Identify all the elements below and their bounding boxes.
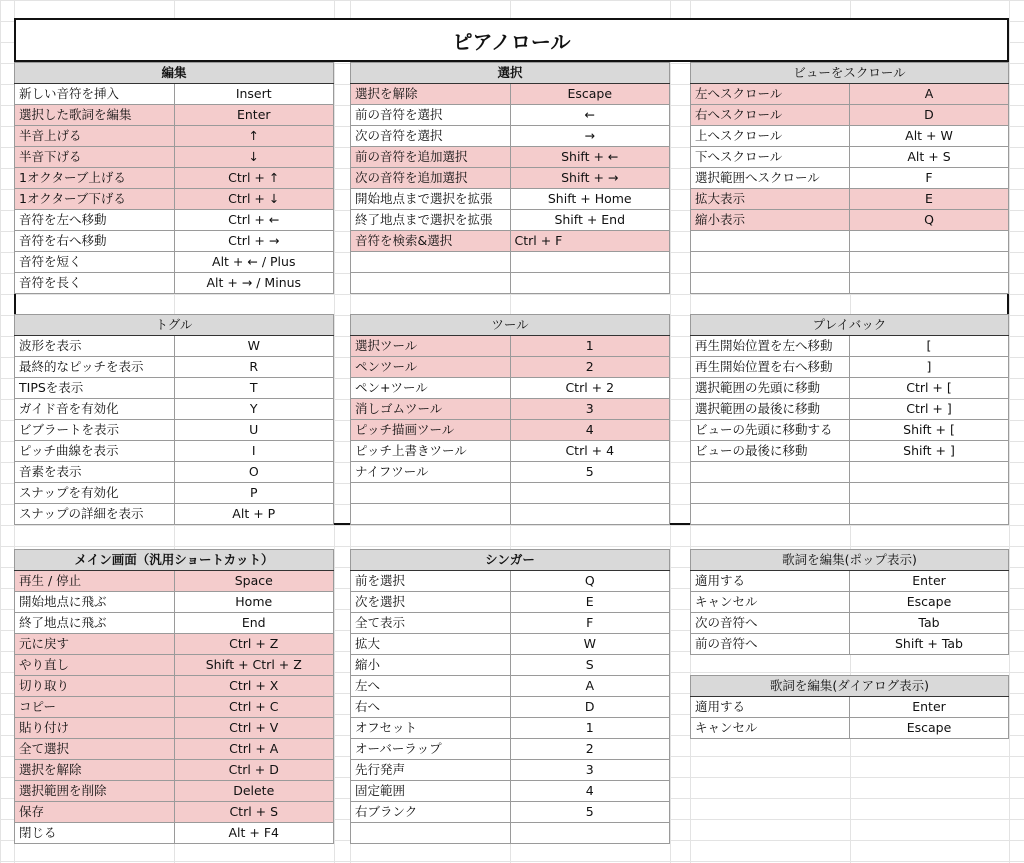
section-header: 選択 — [351, 63, 670, 84]
action-label: 右ブランク — [351, 802, 511, 823]
shortcut-key — [510, 483, 670, 504]
shortcut-key — [850, 231, 1009, 252]
shortcut-row — [351, 634, 670, 655]
action-label: 開始地点に飛ぶ — [15, 592, 175, 613]
action-label: 次の音符へ — [691, 613, 850, 634]
shortcut-key: A — [850, 84, 1009, 105]
shortcut-row — [351, 441, 670, 462]
shortcut-key: Ctrl + 2 — [510, 378, 670, 399]
action-label — [691, 252, 850, 273]
shortcut-key: 4 — [510, 781, 670, 802]
shortcut-row — [351, 718, 670, 739]
action-label: 選択を解除 — [351, 84, 511, 105]
shortcut-key: Ctrl + C — [174, 697, 334, 718]
action-label: オフセット — [351, 718, 511, 739]
shortcut-key: F — [510, 613, 670, 634]
shortcut-row — [691, 105, 1009, 126]
section-header-row — [15, 315, 334, 336]
section-header: トグル — [15, 315, 334, 336]
section-header-row — [691, 550, 1009, 571]
shortcut-row — [15, 718, 334, 739]
shortcut-key: Ctrl + X — [174, 676, 334, 697]
action-label: 貼り付け — [15, 718, 175, 739]
shortcut-key — [510, 504, 670, 525]
shortcut-key — [510, 823, 670, 844]
table-tools — [350, 314, 670, 525]
shortcut-row — [351, 420, 670, 441]
shortcut-key: Ctrl + F — [510, 231, 670, 252]
shortcut-row — [351, 802, 670, 823]
shortcut-key — [510, 252, 670, 273]
shortcut-row — [351, 504, 670, 525]
shortcut-row — [691, 504, 1009, 525]
shortcut-key: Ctrl + ↓ — [174, 189, 334, 210]
shortcut-key: Shift + Home — [510, 189, 670, 210]
shortcut-row — [15, 273, 334, 294]
action-label: 次を選択 — [351, 592, 511, 613]
action-label: TIPSを表示 — [15, 378, 175, 399]
shortcut-row — [15, 399, 334, 420]
action-label: ガイド音を有効化 — [15, 399, 175, 420]
shortcut-key — [850, 483, 1009, 504]
shortcut-row — [15, 210, 334, 231]
shortcut-key: 3 — [510, 399, 670, 420]
shortcut-key: S — [510, 655, 670, 676]
action-label — [691, 273, 850, 294]
shortcut-key: D — [850, 105, 1009, 126]
shortcut-row — [351, 210, 670, 231]
action-label — [691, 504, 850, 525]
table-toggle — [14, 314, 334, 525]
shortcut-key: P — [174, 483, 334, 504]
shortcut-key: Ctrl + ↑ — [174, 168, 334, 189]
action-label: 半音上げる — [15, 126, 175, 147]
shortcut-key: → — [510, 126, 670, 147]
shortcut-row — [351, 781, 670, 802]
shortcut-key: Space — [174, 571, 334, 592]
shortcut-row — [15, 739, 334, 760]
action-label: ビブラートを表示 — [15, 420, 175, 441]
shortcut-key: D — [510, 697, 670, 718]
shortcut-key: Escape — [510, 84, 670, 105]
shortcut-key: 5 — [510, 802, 670, 823]
shortcut-row — [691, 399, 1009, 420]
action-label: 次の音符を追加選択 — [351, 168, 511, 189]
shortcut-key: Insert — [174, 84, 334, 105]
section-header: ビューをスクロール — [691, 63, 1009, 84]
action-label: 固定範囲 — [351, 781, 511, 802]
action-label: ナイフツール — [351, 462, 511, 483]
shortcut-key: Q — [850, 210, 1009, 231]
shortcut-row — [15, 697, 334, 718]
shortcut-row — [15, 252, 334, 273]
shortcut-key: 4 — [510, 420, 670, 441]
shortcut-key: U — [174, 420, 334, 441]
action-label: 前の音符を追加選択 — [351, 147, 511, 168]
shortcut-key: Delete — [174, 781, 334, 802]
action-label: 左へ — [351, 676, 511, 697]
shortcut-key: Escape — [850, 718, 1009, 739]
shortcut-row — [691, 592, 1009, 613]
action-label: やり直し — [15, 655, 175, 676]
action-label: 全て表示 — [351, 613, 511, 634]
action-label: 消しゴムツール — [351, 399, 511, 420]
shortcut-row — [691, 634, 1009, 655]
shortcut-row — [691, 378, 1009, 399]
shortcut-row — [351, 571, 670, 592]
shortcut-key: Q — [510, 571, 670, 592]
action-label: 右へスクロール — [691, 105, 850, 126]
shortcut-key: I — [174, 441, 334, 462]
shortcut-key: Shift + Tab — [850, 634, 1009, 655]
shortcut-row — [351, 697, 670, 718]
shortcut-row — [351, 168, 670, 189]
shortcut-key: Tab — [850, 613, 1009, 634]
shortcut-key: Enter — [174, 105, 334, 126]
shortcut-key: Y — [174, 399, 334, 420]
action-label: 拡大表示 — [691, 189, 850, 210]
shortcut-row — [691, 697, 1009, 718]
shortcut-key: Ctrl + D — [174, 760, 334, 781]
shortcut-row — [15, 336, 334, 357]
shortcut-key: ] — [850, 357, 1009, 378]
action-label: 再生開始位置を右へ移動 — [691, 357, 850, 378]
shortcut-row — [15, 84, 334, 105]
shortcut-row — [15, 676, 334, 697]
action-label: ビューの最後に移動 — [691, 441, 850, 462]
action-label: 波形を表示 — [15, 336, 175, 357]
shortcut-row — [691, 613, 1009, 634]
action-label: スナップを有効化 — [15, 483, 175, 504]
shortcut-row — [691, 126, 1009, 147]
shortcut-row — [15, 504, 334, 525]
shortcut-row — [351, 613, 670, 634]
shortcut-row — [351, 592, 670, 613]
shortcut-key: 1 — [510, 718, 670, 739]
action-label: 音素を表示 — [15, 462, 175, 483]
shortcut-key: E — [850, 189, 1009, 210]
shortcut-row — [351, 357, 670, 378]
shortcut-row — [691, 571, 1009, 592]
shortcut-key: Ctrl + ] — [850, 399, 1009, 420]
shortcut-row — [351, 273, 670, 294]
shortcut-row — [15, 420, 334, 441]
action-label — [691, 231, 850, 252]
table-lyric-dialog — [690, 675, 1009, 739]
action-label: 音符を右へ移動 — [15, 231, 175, 252]
action-label: 縮小表示 — [691, 210, 850, 231]
action-label: 閉じる — [15, 823, 175, 844]
action-label: 再生 / 停止 — [15, 571, 175, 592]
section-header: 歌詞を編集(ポップ表示) — [691, 550, 1009, 571]
shortcut-key: Escape — [850, 592, 1009, 613]
shortcut-key: W — [510, 634, 670, 655]
action-label: 音符を短く — [15, 252, 175, 273]
action-label: 音符を左へ移動 — [15, 210, 175, 231]
action-label: コピー — [15, 697, 175, 718]
action-label — [691, 483, 850, 504]
action-label: 新しい音符を挿入 — [15, 84, 175, 105]
shortcut-row — [691, 420, 1009, 441]
shortcut-key: Alt + ← / Plus — [174, 252, 334, 273]
shortcut-key: Alt + → / Minus — [174, 273, 334, 294]
action-label: 音符を長く — [15, 273, 175, 294]
action-label: 元に戻す — [15, 634, 175, 655]
shortcut-key: ← — [510, 105, 670, 126]
section-header-row — [691, 676, 1009, 697]
shortcut-row — [351, 105, 670, 126]
shortcut-row — [15, 823, 334, 844]
action-label — [351, 823, 511, 844]
shortcut-key — [850, 504, 1009, 525]
action-label: 先行発声 — [351, 760, 511, 781]
section-header-row — [15, 63, 334, 84]
shortcut-key: ↑ — [174, 126, 334, 147]
shortcut-row — [15, 378, 334, 399]
action-label: 選択範囲の先頭に移動 — [691, 378, 850, 399]
section-header-row — [351, 550, 670, 571]
shortcut-row — [15, 357, 334, 378]
action-label: 終了地点まで選択を拡張 — [351, 210, 511, 231]
shortcut-key: Ctrl + ← — [174, 210, 334, 231]
action-label: 最終的なピッチを表示 — [15, 357, 175, 378]
shortcut-key: [ — [850, 336, 1009, 357]
shortcut-key: Shift + [ — [850, 420, 1009, 441]
shortcut-key: Alt + S — [850, 147, 1009, 168]
shortcut-row — [351, 655, 670, 676]
shortcut-key — [510, 273, 670, 294]
shortcut-row — [15, 462, 334, 483]
shortcut-key: Ctrl + S — [174, 802, 334, 823]
shortcut-row — [15, 147, 334, 168]
action-label: 音符を検索&選択 — [351, 231, 511, 252]
action-label: 適用する — [691, 697, 850, 718]
section-header-row — [351, 63, 670, 84]
action-label: 終了地点に飛ぶ — [15, 613, 175, 634]
shortcut-row — [691, 252, 1009, 273]
shortcut-row — [15, 781, 334, 802]
shortcut-key: Home — [174, 592, 334, 613]
shortcut-row — [351, 231, 670, 252]
shortcut-row — [691, 273, 1009, 294]
shortcut-row — [15, 189, 334, 210]
table-select — [350, 62, 670, 294]
shortcut-key: Ctrl + A — [174, 739, 334, 760]
shortcut-key: Ctrl + [ — [850, 378, 1009, 399]
shortcut-key: F — [850, 168, 1009, 189]
shortcut-row — [351, 189, 670, 210]
section-header-row — [691, 315, 1009, 336]
action-label: 上へスクロール — [691, 126, 850, 147]
action-label: オーバーラップ — [351, 739, 511, 760]
action-label: ビューの先頭に移動する — [691, 420, 850, 441]
shortcut-row — [691, 441, 1009, 462]
shortcut-row — [15, 802, 334, 823]
shortcut-key: Alt + W — [850, 126, 1009, 147]
action-label: 1オクターブ下げる — [15, 189, 175, 210]
shortcut-row — [15, 613, 334, 634]
shortcut-row — [15, 126, 334, 147]
shortcut-key: R — [174, 357, 334, 378]
shortcut-row — [351, 823, 670, 844]
shortcut-key: 5 — [510, 462, 670, 483]
shortcut-key: Ctrl + 4 — [510, 441, 670, 462]
shortcut-row — [691, 210, 1009, 231]
shortcut-row — [351, 84, 670, 105]
section-header: メイン画面（汎用ショートカット） — [15, 550, 334, 571]
shortcut-row — [351, 336, 670, 357]
shortcut-key — [850, 273, 1009, 294]
action-label: 下へスクロール — [691, 147, 850, 168]
shortcut-row — [691, 189, 1009, 210]
shortcut-key — [850, 252, 1009, 273]
shortcut-key: Ctrl + → — [174, 231, 334, 252]
shortcut-key: Shift + ] — [850, 441, 1009, 462]
action-label — [351, 273, 511, 294]
shortcut-row — [15, 483, 334, 504]
section-header: 編集 — [15, 63, 334, 84]
shortcut-key: Enter — [850, 571, 1009, 592]
action-label: ペン+ツール — [351, 378, 511, 399]
action-label: 拡大 — [351, 634, 511, 655]
action-label: キャンセル — [691, 718, 850, 739]
shortcut-key: A — [510, 676, 670, 697]
action-label: 次の音符を選択 — [351, 126, 511, 147]
shortcut-row — [691, 147, 1009, 168]
shortcut-key: Alt + P — [174, 504, 334, 525]
action-label: 選択範囲の最後に移動 — [691, 399, 850, 420]
action-label: 再生開始位置を左へ移動 — [691, 336, 850, 357]
section-header: シンガー — [351, 550, 670, 571]
shortcut-key: Ctrl + Z — [174, 634, 334, 655]
shortcut-row — [351, 378, 670, 399]
table-main-screen — [14, 549, 334, 844]
shortcut-key: Alt + F4 — [174, 823, 334, 844]
action-label: 半音下げる — [15, 147, 175, 168]
shortcut-row — [15, 760, 334, 781]
section-header-row — [691, 63, 1009, 84]
section-header: 歌詞を編集(ダイアログ表示) — [691, 676, 1009, 697]
action-label: 選択を解除 — [15, 760, 175, 781]
shortcut-row — [351, 147, 670, 168]
shortcut-row — [15, 571, 334, 592]
shortcut-row — [691, 357, 1009, 378]
shortcut-row — [691, 718, 1009, 739]
action-label: 選択した歌詞を編集 — [15, 105, 175, 126]
shortcut-key: 2 — [510, 357, 670, 378]
shortcut-key: W — [174, 336, 334, 357]
shortcut-row — [15, 105, 334, 126]
shortcut-row — [351, 760, 670, 781]
shortcut-key: Shift + ← — [510, 147, 670, 168]
shortcut-row — [351, 483, 670, 504]
action-label: 1オクターブ上げる — [15, 168, 175, 189]
action-label — [691, 462, 850, 483]
shortcut-row — [15, 634, 334, 655]
action-label: 縮小 — [351, 655, 511, 676]
shortcut-key: Shift + → — [510, 168, 670, 189]
shortcut-key: T — [174, 378, 334, 399]
shortcut-key: End — [174, 613, 334, 634]
action-label: 右へ — [351, 697, 511, 718]
action-label: ピッチ曲線を表示 — [15, 441, 175, 462]
shortcut-key: Enter — [850, 697, 1009, 718]
shortcut-key: Shift + Ctrl + Z — [174, 655, 334, 676]
action-label — [351, 252, 511, 273]
shortcut-key: Shift + End — [510, 210, 670, 231]
shortcut-key — [850, 462, 1009, 483]
action-label: ピッチ描画ツール — [351, 420, 511, 441]
table-edit — [14, 62, 334, 294]
shortcut-key: E — [510, 592, 670, 613]
action-label: キャンセル — [691, 592, 850, 613]
action-label: 全て選択 — [15, 739, 175, 760]
shortcut-row — [691, 462, 1009, 483]
page-title: ピアノロール — [14, 18, 1009, 62]
shortcut-row — [691, 483, 1009, 504]
shortcut-row — [351, 676, 670, 697]
action-label: 前の音符へ — [691, 634, 850, 655]
shortcut-row — [15, 441, 334, 462]
section-header: ツール — [351, 315, 670, 336]
action-label: ペンツール — [351, 357, 511, 378]
action-label: 選択ツール — [351, 336, 511, 357]
action-label: 選択範囲へスクロール — [691, 168, 850, 189]
shortcut-row — [15, 231, 334, 252]
shortcut-row — [691, 231, 1009, 252]
action-label: 前を選択 — [351, 571, 511, 592]
shortcut-key: 2 — [510, 739, 670, 760]
shortcut-row — [351, 462, 670, 483]
shortcut-row — [351, 399, 670, 420]
action-label — [351, 504, 511, 525]
shortcut-row — [15, 168, 334, 189]
table-playback — [690, 314, 1009, 525]
action-label — [351, 483, 511, 504]
shortcut-row — [351, 126, 670, 147]
action-label: 切り取り — [15, 676, 175, 697]
action-label: 開始地点まで選択を拡張 — [351, 189, 511, 210]
action-label: 適用する — [691, 571, 850, 592]
table-lyric-popup — [690, 549, 1009, 655]
shortcut-row — [691, 84, 1009, 105]
shortcut-row — [691, 336, 1009, 357]
table-scroll — [690, 62, 1009, 294]
shortcut-row — [15, 655, 334, 676]
shortcut-row — [351, 252, 670, 273]
section-header: プレイバック — [691, 315, 1009, 336]
action-label: 前の音符を選択 — [351, 105, 511, 126]
action-label: 保存 — [15, 802, 175, 823]
shortcut-row — [15, 592, 334, 613]
shortcut-key: O — [174, 462, 334, 483]
action-label: スナップの詳細を表示 — [15, 504, 175, 525]
action-label: ピッチ上書きツール — [351, 441, 511, 462]
shortcut-row — [691, 168, 1009, 189]
shortcut-key: ↓ — [174, 147, 334, 168]
shortcut-key: 3 — [510, 760, 670, 781]
section-header-row — [15, 550, 334, 571]
section-header-row — [351, 315, 670, 336]
shortcut-key: Ctrl + V — [174, 718, 334, 739]
shortcut-key: 1 — [510, 336, 670, 357]
action-label: 選択範囲を削除 — [15, 781, 175, 802]
table-singer — [350, 549, 670, 844]
action-label: 左へスクロール — [691, 84, 850, 105]
shortcut-row — [351, 739, 670, 760]
